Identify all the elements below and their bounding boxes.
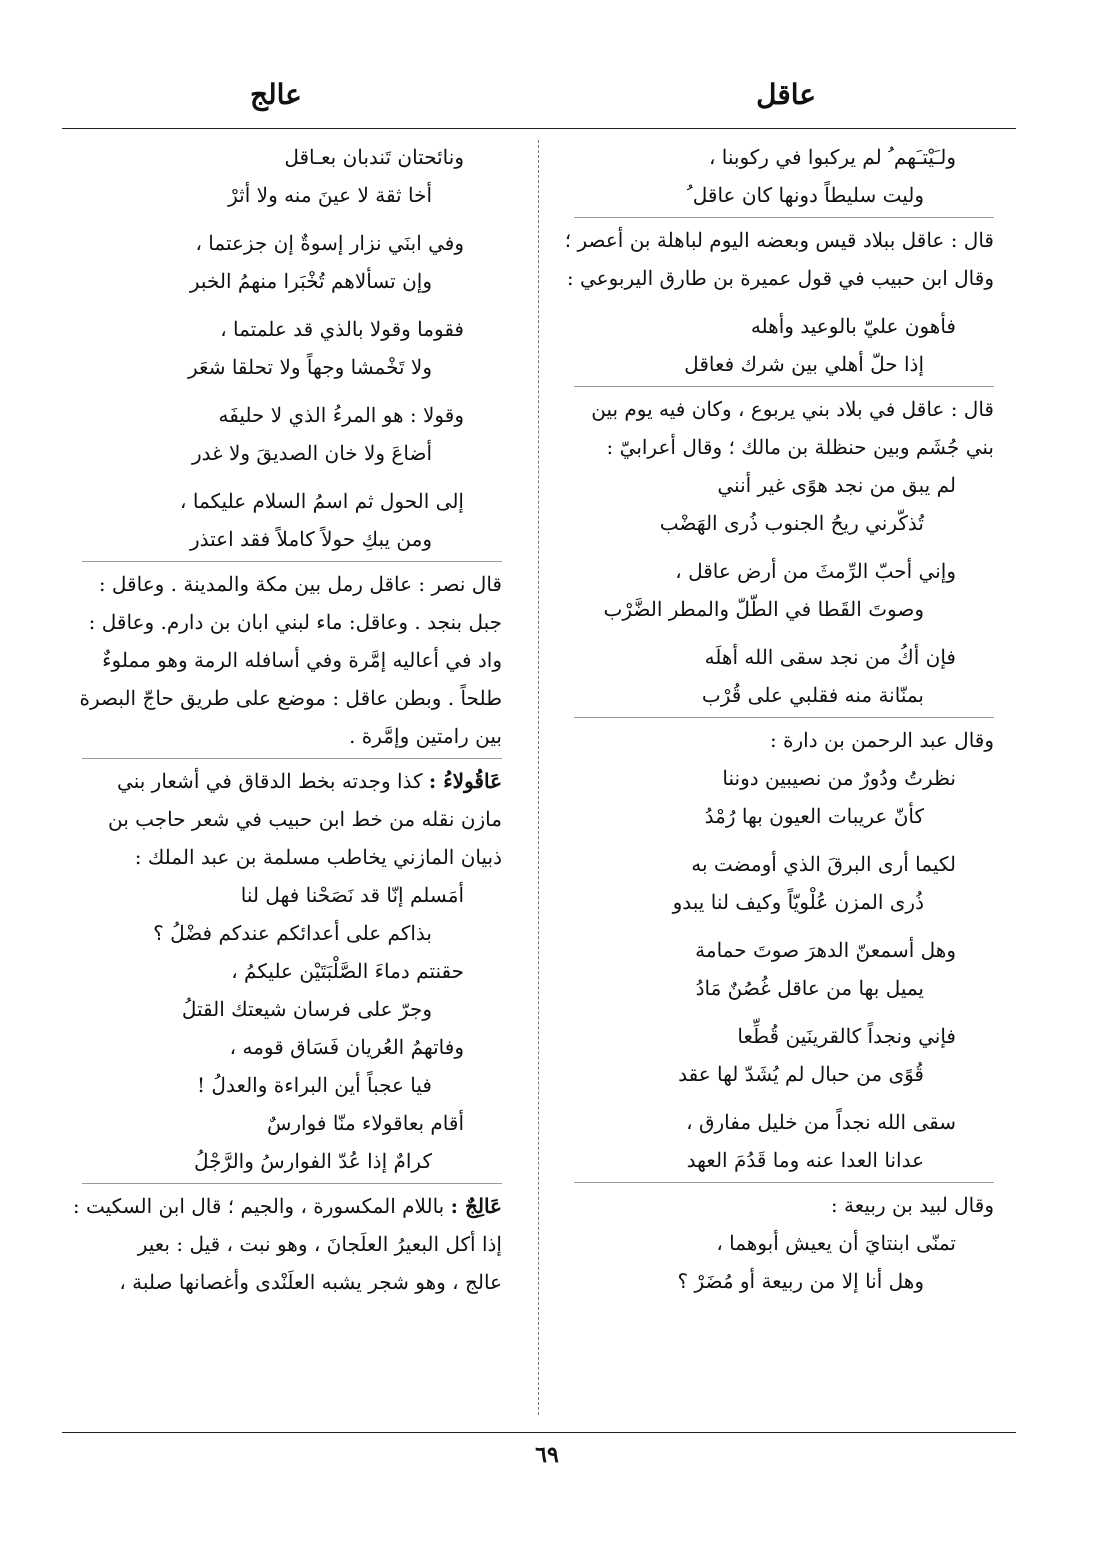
line-text: ولا تَخْمشا وجهاً ولا تحلقا شعَر xyxy=(188,355,432,379)
entry-separator xyxy=(82,561,502,562)
line-text: وقال عبد الرحمن بن دارة : xyxy=(769,728,994,752)
verse-line xyxy=(554,345,994,383)
line-text: كرامٌ إذا عُدّ الفوارسُ والرَّجْلُ xyxy=(194,1149,432,1173)
line-text: أخا ثقة لا عينَ منه ولا أثرْ xyxy=(228,183,432,207)
verse-line xyxy=(62,1028,502,1066)
line-text: كذا وجدته بخط الدقاق في أشعار بني xyxy=(117,769,429,793)
prose-line xyxy=(62,679,502,717)
prose-line xyxy=(62,762,502,800)
line-text: إلى الحول ثم اسمُ السلام عليكما ، xyxy=(180,489,464,513)
line-text: واد في أعاليه إمَّرة وفي أسافله الرمة وهو مملوءٌ xyxy=(102,648,502,672)
headword: عَاقُولاءُ : xyxy=(428,769,502,793)
line-text: بذاكم على أعدائكم عندكم فضْلُ ؟ xyxy=(153,921,432,945)
line-text: مازن نقله من خط ابن حبيب في شعر حاجب بن xyxy=(107,807,502,831)
verse-line xyxy=(554,504,994,542)
prose-line xyxy=(62,641,502,679)
verse-line xyxy=(62,138,502,176)
verse-line xyxy=(62,1142,502,1180)
line-text: بني جُشَم وبين حنظلة بن مالك ؛ وقال أعرابيّ : xyxy=(606,435,994,459)
line-text: بين رامتين وإمَّرة . xyxy=(349,724,502,748)
verse-line xyxy=(554,1262,994,1300)
line-text: قال نصر : عاقل رمل بين مكة والمدينة . وعاقل : xyxy=(98,572,502,596)
line-text: ذُرى المزن عُلْويّاً وكيف لنا يبدو xyxy=(672,890,924,914)
entry-separator xyxy=(574,386,994,387)
line-text: فيا عجباً أين البراءة والعدلُ ! xyxy=(197,1073,432,1097)
line-text: بمنّانة منه فقلبي على قُرْب xyxy=(701,683,924,707)
line-text: قال : عاقل ببلاد قيس وبعضه اليوم لباهلة بن أعصر ؛ xyxy=(564,228,994,252)
entry-separator xyxy=(574,717,994,718)
line-text: إذا أكل البعيرُ العلَجانَ ، وهو نبت ، قيل : بعير xyxy=(137,1232,502,1256)
verse-line xyxy=(62,224,502,262)
entry-separator xyxy=(574,217,994,218)
line-text: أقام بعاقولاء منّا فوارسٌ xyxy=(266,1111,464,1135)
line-text: إذا حلّ أهلي بين شرك فعاقل xyxy=(684,352,924,376)
prose-line xyxy=(554,259,994,297)
entry-separator xyxy=(82,758,502,759)
entry-separator xyxy=(82,1183,502,1184)
line-text: كأنّ عريبات العيون بها رُمْدُ xyxy=(704,804,924,828)
line-text: أضاعَ ولا خان الصديقَ ولا غدر xyxy=(192,441,432,465)
verse-line xyxy=(554,307,994,345)
verse-line xyxy=(554,638,994,676)
line-text: ونائحتان تَندبان بعـاقل xyxy=(284,145,464,169)
running-header-right: عاقل xyxy=(756,78,816,111)
verse-line xyxy=(554,759,994,797)
verse-line xyxy=(554,176,994,214)
line-text: وقال لبيد بن ربيعة : xyxy=(830,1193,994,1217)
verse-line xyxy=(62,990,502,1028)
stanza-gap xyxy=(554,921,994,931)
line-text: وصوتَ القَطا في الطّلّ والمطر الضَّرْب xyxy=(603,597,924,621)
stanza-gap xyxy=(554,835,994,845)
line-text: تُذكّرني ريحُ الجنوب ذُرى الهَضْب xyxy=(659,511,924,535)
prose-line xyxy=(62,565,502,603)
verse-line xyxy=(554,1103,994,1141)
line-text: فقوما وقولا بالذي قد علمتما ، xyxy=(220,317,464,341)
stanza-gap xyxy=(554,297,994,307)
column-divider xyxy=(538,140,539,1415)
line-text: وهل أنا إلا من ربيعة أو مُضَرْ ؟ xyxy=(677,1269,924,1293)
prose-line xyxy=(62,1187,502,1225)
line-text: وقولا : هو المرءُ الذي لا حليفَه xyxy=(218,403,464,427)
line-text: طلحاً . وبطن عاقل : موضع على طريق حاجّ البصرة xyxy=(79,686,502,710)
line-text: فإن أكُ من نجد سقى الله أهلَه xyxy=(704,645,956,669)
verse-line xyxy=(554,676,994,714)
headword: عَالِجٌ : xyxy=(450,1194,502,1218)
verse-line xyxy=(554,1224,994,1262)
line-text: وفي ابنَي نزار إسوةٌ إن جزعتما ، xyxy=(195,231,464,255)
prose-line xyxy=(62,603,502,641)
page-number: ٦٩ xyxy=(535,1442,559,1468)
prose-line xyxy=(554,390,994,428)
line-text: فأهون عليّ بالوعيد وأهله xyxy=(750,314,956,338)
line-text: باللام المكسورة ، والجيم ؛ قال ابن السكيت : xyxy=(72,1194,451,1218)
line-text: حقنتم دماءَ الصَّلْبَتَيْن عليكمُ ، xyxy=(231,959,464,983)
verse-line xyxy=(554,1055,994,1093)
prose-line xyxy=(554,221,994,259)
line-text: جبل بنجد . وعاقل: ماء لبني ابان بن دارم. وعاقل : xyxy=(88,610,502,634)
line-text: لكيما أرى البرقَ الذي أومضت به xyxy=(691,852,956,876)
stanza-gap xyxy=(554,542,994,552)
verse-line xyxy=(62,434,502,472)
verse-line xyxy=(554,1141,994,1179)
stanza-gap xyxy=(62,300,502,310)
left-column xyxy=(62,138,502,1301)
verse-line xyxy=(62,914,502,952)
stanza-gap xyxy=(554,1093,994,1103)
verse-line xyxy=(62,348,502,386)
entry-separator xyxy=(574,1182,994,1183)
line-text: عالج ، وهو شجر يشبه العلَنْدى وأغصانها صلبة ، xyxy=(119,1270,502,1294)
prose-line xyxy=(62,1225,502,1263)
verse-line xyxy=(554,797,994,835)
stanza-gap xyxy=(62,214,502,224)
prose-line xyxy=(554,428,994,466)
header-rule xyxy=(62,128,1016,129)
prose-line xyxy=(554,721,994,759)
line-text: ولـَيْتـَهم ُ لم يركبوا في ركوبنا ، xyxy=(708,145,956,169)
line-text: عدانا العدا عنه وما قَدُمَ العهد xyxy=(686,1148,924,1172)
verse-line xyxy=(554,466,994,504)
verse-line xyxy=(554,1017,994,1055)
running-header-left: عالج xyxy=(250,78,302,111)
line-text: سقى الله نجداً من خليل مفارق ، xyxy=(686,1110,956,1134)
verse-line xyxy=(554,590,994,628)
line-text: يميل بها من عاقل غُصُنٌ مَادُ xyxy=(695,976,924,1000)
verse-line xyxy=(554,138,994,176)
prose-line xyxy=(62,838,502,876)
verse-line xyxy=(62,876,502,914)
right-column xyxy=(554,138,994,1300)
line-text: وليت سليطاً دونها كان عاقل ُ xyxy=(686,183,924,207)
line-text: وإني أحبّ الرِّمثَ من أرض عاقل ، xyxy=(675,559,956,583)
line-text: وقال ابن حبيب في قول عميرة بن طارق اليربوعي : xyxy=(566,266,994,290)
verse-line xyxy=(554,552,994,590)
line-text: وإن تسألاهم تُخْبَرا منهمُ الخبر xyxy=(189,269,432,293)
line-text: قال : عاقل في بلاد بني يربوع ، وكان فيه يوم بين xyxy=(591,397,994,421)
verse-line xyxy=(62,482,502,520)
prose-line xyxy=(554,1186,994,1224)
line-text: لم يبق من نجد هوًى غير أنني xyxy=(717,473,956,497)
verse-line xyxy=(62,1066,502,1104)
verse-line xyxy=(62,1104,502,1142)
verse-line xyxy=(554,931,994,969)
verse-line xyxy=(554,883,994,921)
verse-line xyxy=(62,396,502,434)
line-text: فإني ونجداً كالقرينَين قُطِّعا xyxy=(737,1024,956,1048)
line-text: ذبيان المازني يخاطب مسلمة بن عبد الملك : xyxy=(134,845,502,869)
stanza-gap xyxy=(554,1007,994,1017)
verse-line xyxy=(62,176,502,214)
line-text: أمَسلم إنّا قد نَصَحْنا فهل لنا xyxy=(240,883,464,907)
line-text: وفاتهمُ العُريان فَسَاق قومه ، xyxy=(229,1035,464,1059)
line-text: وجرّ على فرسان شيعتك القتلُ xyxy=(181,997,432,1021)
verse-line xyxy=(554,845,994,883)
line-text: نظرتُ ودُورٌ من نصيبين دوننا xyxy=(722,766,956,790)
stanza-gap xyxy=(62,386,502,396)
prose-line xyxy=(62,800,502,838)
prose-line xyxy=(62,717,502,755)
prose-line xyxy=(62,1263,502,1301)
footer-rule xyxy=(62,1432,1016,1433)
stanza-gap xyxy=(554,628,994,638)
line-text: تمنّى ابنتايَ أن يعيش أبوهما ، xyxy=(716,1231,956,1255)
line-text: قُوًى من حبال لم يُشَدّ لها عقد xyxy=(678,1062,924,1086)
verse-line xyxy=(62,262,502,300)
verse-line xyxy=(62,952,502,990)
line-text: ومن يبكِ حولاً كاملاً فقد اعتذر xyxy=(189,527,432,551)
stanza-gap xyxy=(62,472,502,482)
verse-line xyxy=(62,520,502,558)
line-text: وهل أسمعنّ الدهرَ صوتَ حمامة xyxy=(695,938,956,962)
verse-line xyxy=(62,310,502,348)
verse-line xyxy=(554,969,994,1007)
